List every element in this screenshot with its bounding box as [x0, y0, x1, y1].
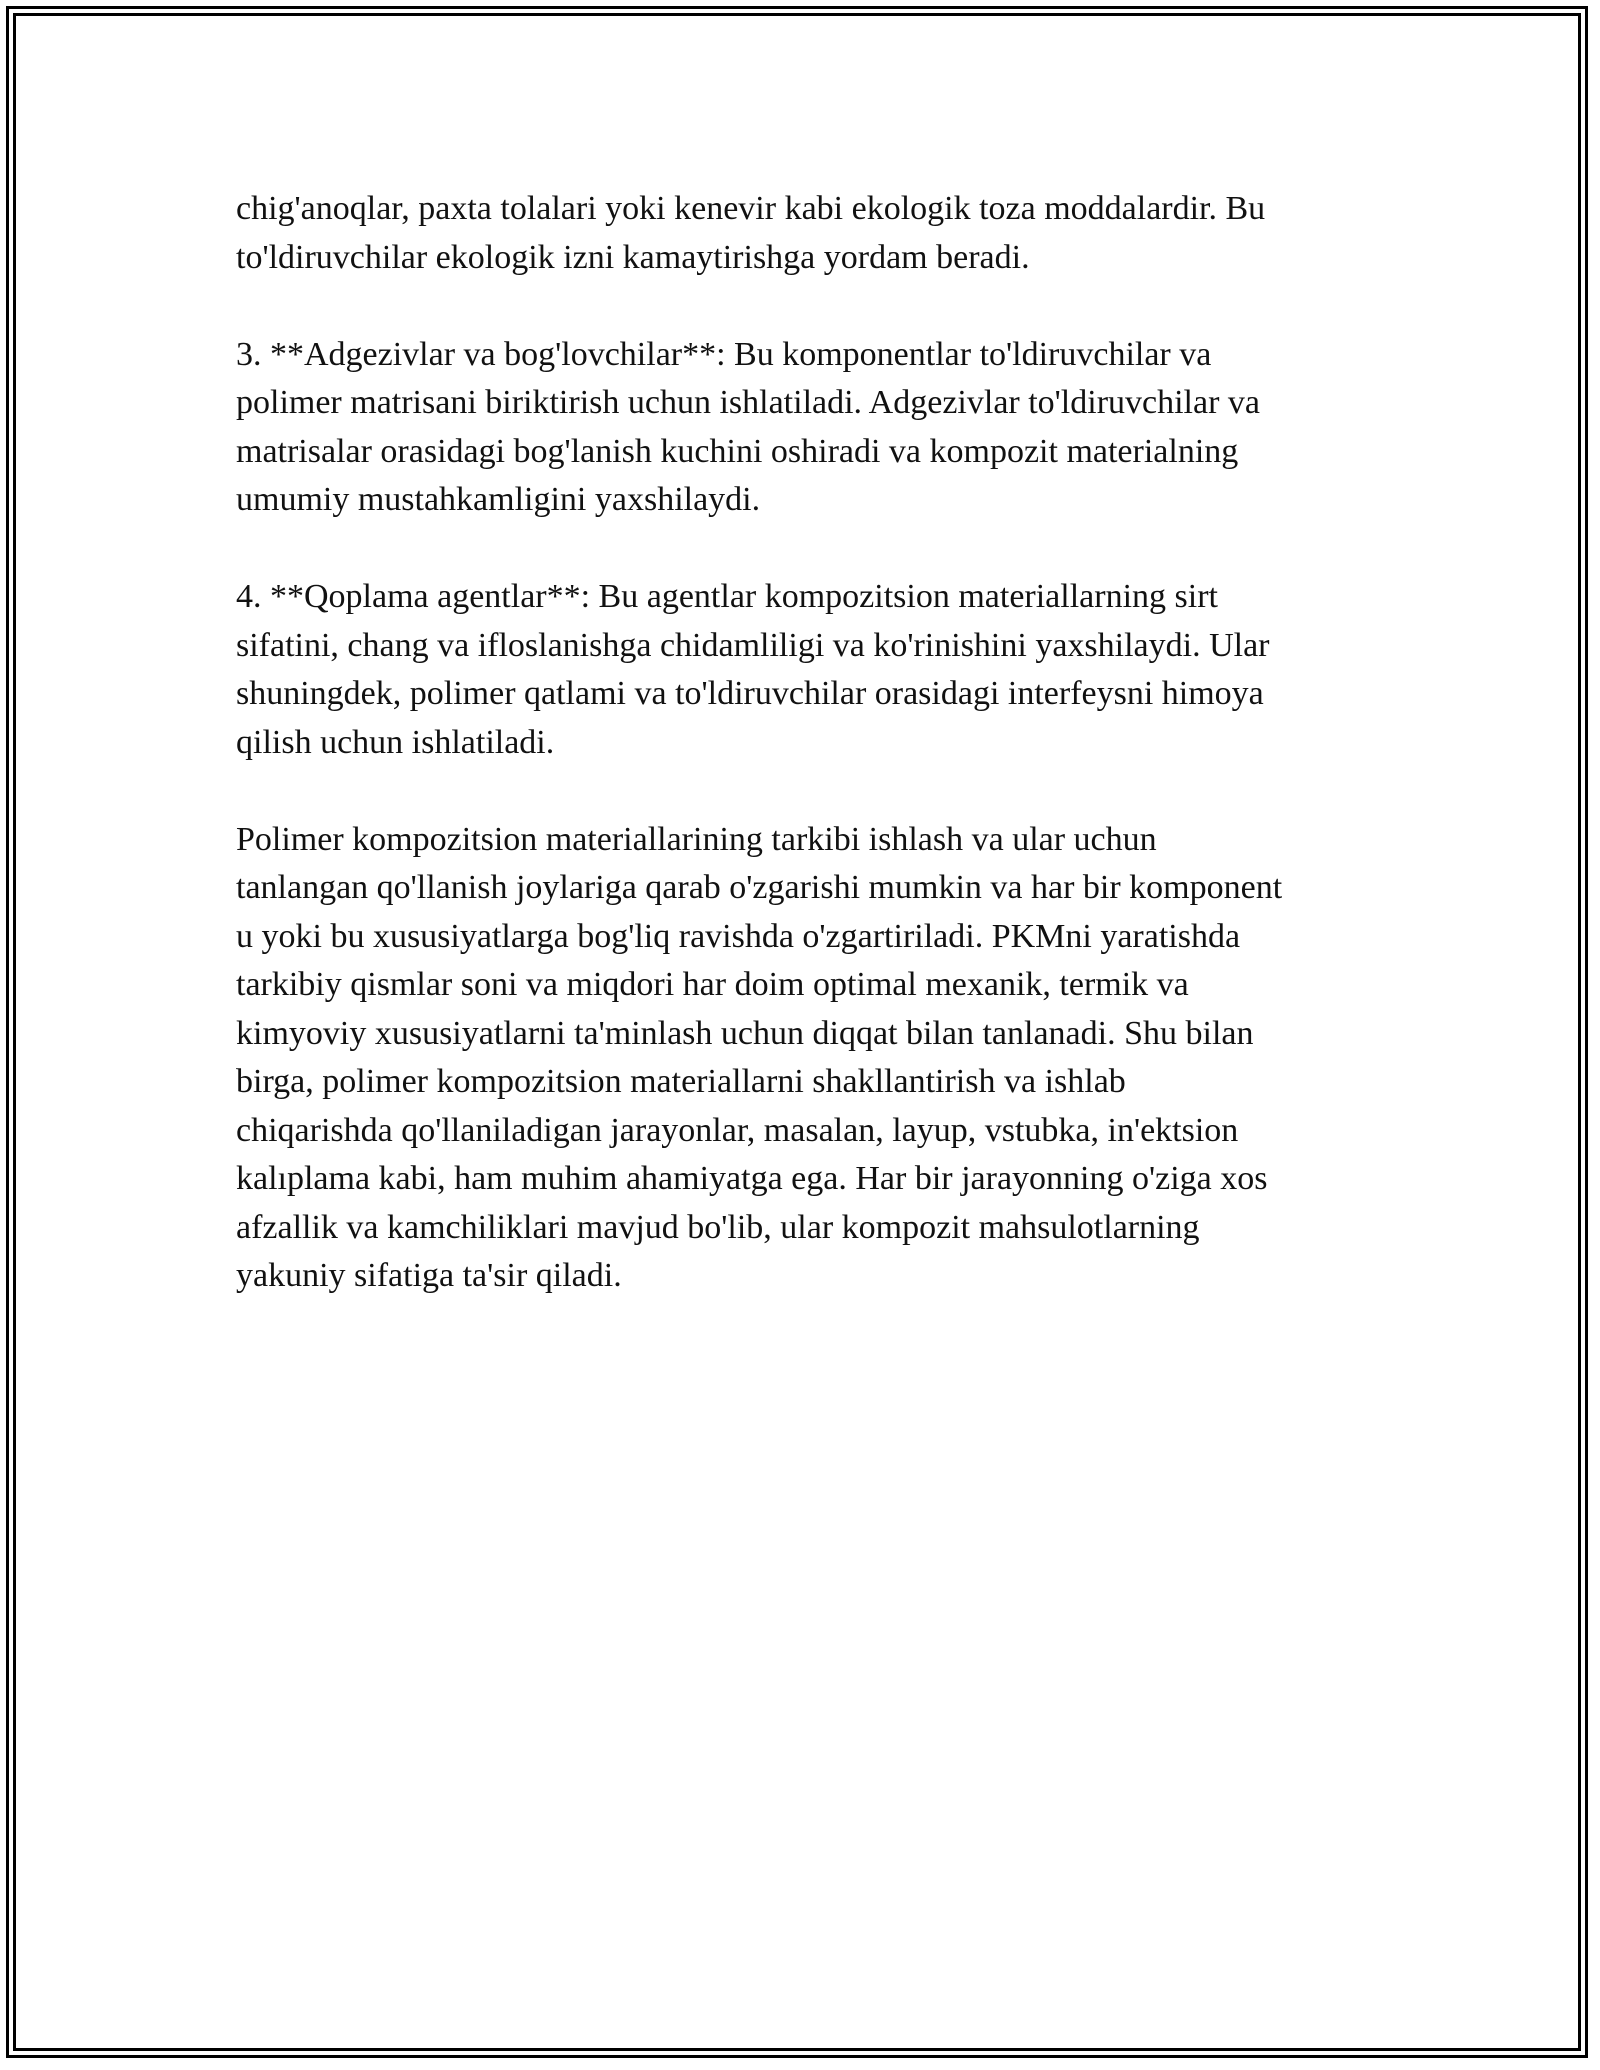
document-body	[236, 185, 1376, 1349]
paragraph-fillers-continued: chig'anoqlar, paxta tolalari yoki kenevir kabi ekologik toza moddalardir. Bu to'ldiruvchilar ekologik izni kamaytirishga yordam beradi.	[236, 190, 1266, 276]
paragraph-composition-summary: Polimer kompozitsion materiallarining tarkibi ishlash va ular uchun tanlangan qo'llanish joylariga qarab o'zgarishi mumkin va har bir komponent u yoki bu xususiyatlarga bog'liq ravishda o'zgartiriladi. PKMni yaratishda tarkibiy qismlar soni va miqdori har doim optimal mexanik, termik va kimyoviy xususiyatlarni ta'minlash uchun diqqat bilan tanlanadi. Shu bilan birga, polimer kompozitsion materiallarni shakllantirish va ishlab chiqarishda qo'llaniladigan jarayonlar, masalan, layup, vstubka, in'ektsion kalıplama kabi, ham muhim ahamiyatga ega. Har bir jarayonning o'ziga xos afzallik va kamchiliklari mavjud bo'lib, ular kompozit mahsulotlarning yakuniy sifatiga ta'sir qiladi.	[236, 820, 1283, 1294]
paragraph-coating-agents: 4. **Qoplama agentlar**: Bu agentlar kompozitsion materiallarning sirt sifatini, chang va ifloslanishga chidamliligi va ko'rinishini yaxshilaydi. Ular shuningdek, polimer qatlami va to'ldiruvchilar orasidagi interfeysni himoya qilish uchun ishlatiladi.	[236, 578, 1270, 761]
paragraph-adhesives-binders: 3. **Adgezivlar va bog'lovchilar**: Bu komponentlar to'ldiruvchilar va polimer matrisani biriktirish uchun ishlatiladi. Adgezivlar to'ldiruvchilar va matrisalar orasidagi bog'lanish kuchini oshiradi va kompozit materialning umumiy mustahkamligini yaxshilaydi.	[236, 335, 1261, 518]
